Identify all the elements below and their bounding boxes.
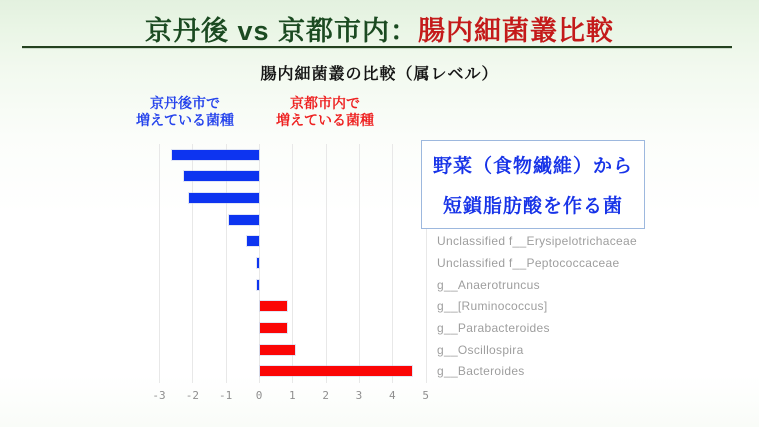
x-tick-label: 4 [389, 389, 396, 402]
slide-title-red: 腸内細菌叢比較 [418, 16, 615, 46]
row-label: g__Anaerotruncus [437, 277, 540, 292]
bar [172, 150, 259, 160]
grid-line [359, 144, 360, 383]
row-label: Unclassified f__Erysipelotrichaceae [437, 234, 637, 249]
legend-label-kyotango-line1: 京丹後市で [150, 95, 220, 111]
row-label: g__[Ruminococcus] [437, 299, 548, 314]
callout-box [421, 140, 645, 229]
legend-label-kyoto-city-line1: 京都市内で [290, 95, 360, 111]
legend-label-kyoto-city [245, 95, 405, 128]
row-label: g__Oscillospira [437, 342, 524, 357]
grid-line [326, 144, 327, 383]
callout-line2: 短鎖脂肪酸を作る菌 [442, 196, 623, 217]
x-tick-label: 2 [322, 389, 329, 402]
x-tick-label: 3 [355, 389, 363, 402]
bar [260, 345, 295, 355]
row-label: g__Bacteroides [437, 364, 525, 379]
bar [260, 301, 287, 311]
slide-title [0, 9, 759, 48]
bar [260, 366, 412, 376]
legend-label-kyotango [105, 95, 265, 128]
x-tick-label: 1 [289, 389, 296, 402]
title-divider-line [22, 46, 732, 48]
legend-label-kyoto-city-line2: 増えている菌種 [276, 111, 374, 128]
bar [260, 323, 287, 333]
grid-line [392, 144, 393, 383]
x-tick-label: 5 [422, 389, 429, 402]
row-label: Unclassified f__Peptococcaceae [437, 256, 620, 271]
bar [247, 236, 259, 246]
x-tick-label: -1 [219, 389, 233, 402]
bar [257, 258, 259, 268]
bar [184, 171, 259, 181]
grid-line [159, 144, 160, 383]
callout-line1: 野菜（食物繊維）から [432, 156, 633, 177]
x-tick-label: -2 [185, 389, 199, 402]
slide-title-green: 京丹後 vs 京都市内： [144, 16, 419, 46]
x-tick-label: -3 [152, 389, 166, 402]
bar [257, 280, 259, 290]
bar [229, 215, 259, 225]
legend-label-kyotango-line2: 増えている菌種 [136, 111, 234, 128]
bar [189, 193, 259, 203]
chart-title: 腸内細菌叢の比較（属レベル） [260, 66, 499, 83]
row-label: g__Parabacteroides [437, 320, 550, 335]
x-tick-label: 0 [255, 389, 263, 402]
